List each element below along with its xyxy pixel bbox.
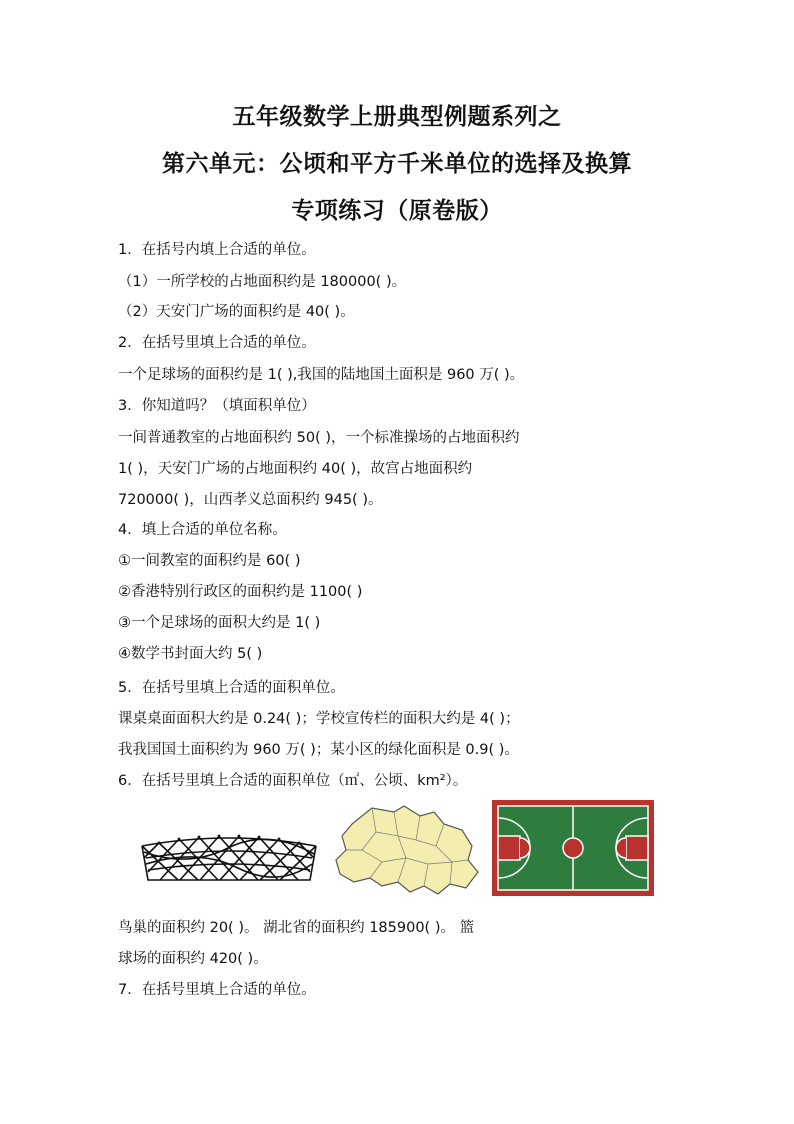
- question-4-heading: 4．填上合适的单位名称。: [118, 522, 287, 538]
- question-3-heading: 3．你知道吗？（填面积单位）: [118, 398, 316, 414]
- question-5-line-1: 课桌桌面面积大约是 0.24( )；学校宣传栏的面积大约是 4( )；: [118, 711, 520, 727]
- question-2-heading: 2．在括号里填上合适的单位。: [118, 335, 316, 351]
- hubei-map-image: [332, 802, 482, 902]
- question-4-item-1: ①一间教室的面积约是 60( ): [118, 553, 301, 569]
- question-6-line-2: 球场的面积约 420( )。: [118, 951, 268, 967]
- question-4-item-3: ③一个足球场的面积大约是 1( ): [118, 615, 321, 631]
- question-3-line-2: 1( )，天安门广场的占地面积约 40( )，故宫占地面积约: [118, 461, 473, 477]
- question-1-heading: 1．在括号内填上合适的单位。: [118, 242, 316, 258]
- question-4-item-4: ④数学书封面大约 5( ): [118, 646, 263, 662]
- question-4-item-2: ②香港特别行政区的面积约是 1100( ): [118, 584, 363, 600]
- question-3-line-1: 一间普通教室的占地面积约 50( )，一个标准操场的占地面积约: [118, 430, 520, 446]
- question-6-line-1: 鸟巢的面积约 20( )。 湖北省的面积约 185900( )。 篮: [118, 920, 475, 936]
- page-title: 五年级数学上册典型例题系列之: [232, 104, 562, 130]
- question-3-line-3: 720000( )，山西孝义总面积约 945( )。: [118, 492, 383, 508]
- basketball-court-image: [492, 800, 654, 896]
- bird-nest-image: [138, 828, 320, 886]
- question-1-item-1: （1）一所学校的占地面积约是 180000( )。: [118, 274, 407, 290]
- question-5-line-2: 我我国国土面积约为 960 万( )；某小区的绿化面积是 0.9( )。: [118, 742, 519, 758]
- question-7-heading: 7．在括号里填上合适的单位。: [118, 982, 316, 998]
- question-5-heading: 5．在括号里填上合适的面积单位。: [118, 680, 345, 696]
- question-1-item-2: （2）天安门广场的面积约是 40( )。: [118, 304, 355, 320]
- question-2-body: 一个足球场的面积约是 1( ),我国的陆地国土面积是 960 万( )。: [118, 367, 525, 383]
- page-subtitle-2: 专项练习（原卷版）: [291, 198, 503, 224]
- question-6-heading: 6．在括号里填上合适的面积单位（㎡、公顷、km²）。: [118, 773, 468, 789]
- page-subtitle: 第六单元：公顷和平方千米单位的选择及换算: [162, 151, 632, 177]
